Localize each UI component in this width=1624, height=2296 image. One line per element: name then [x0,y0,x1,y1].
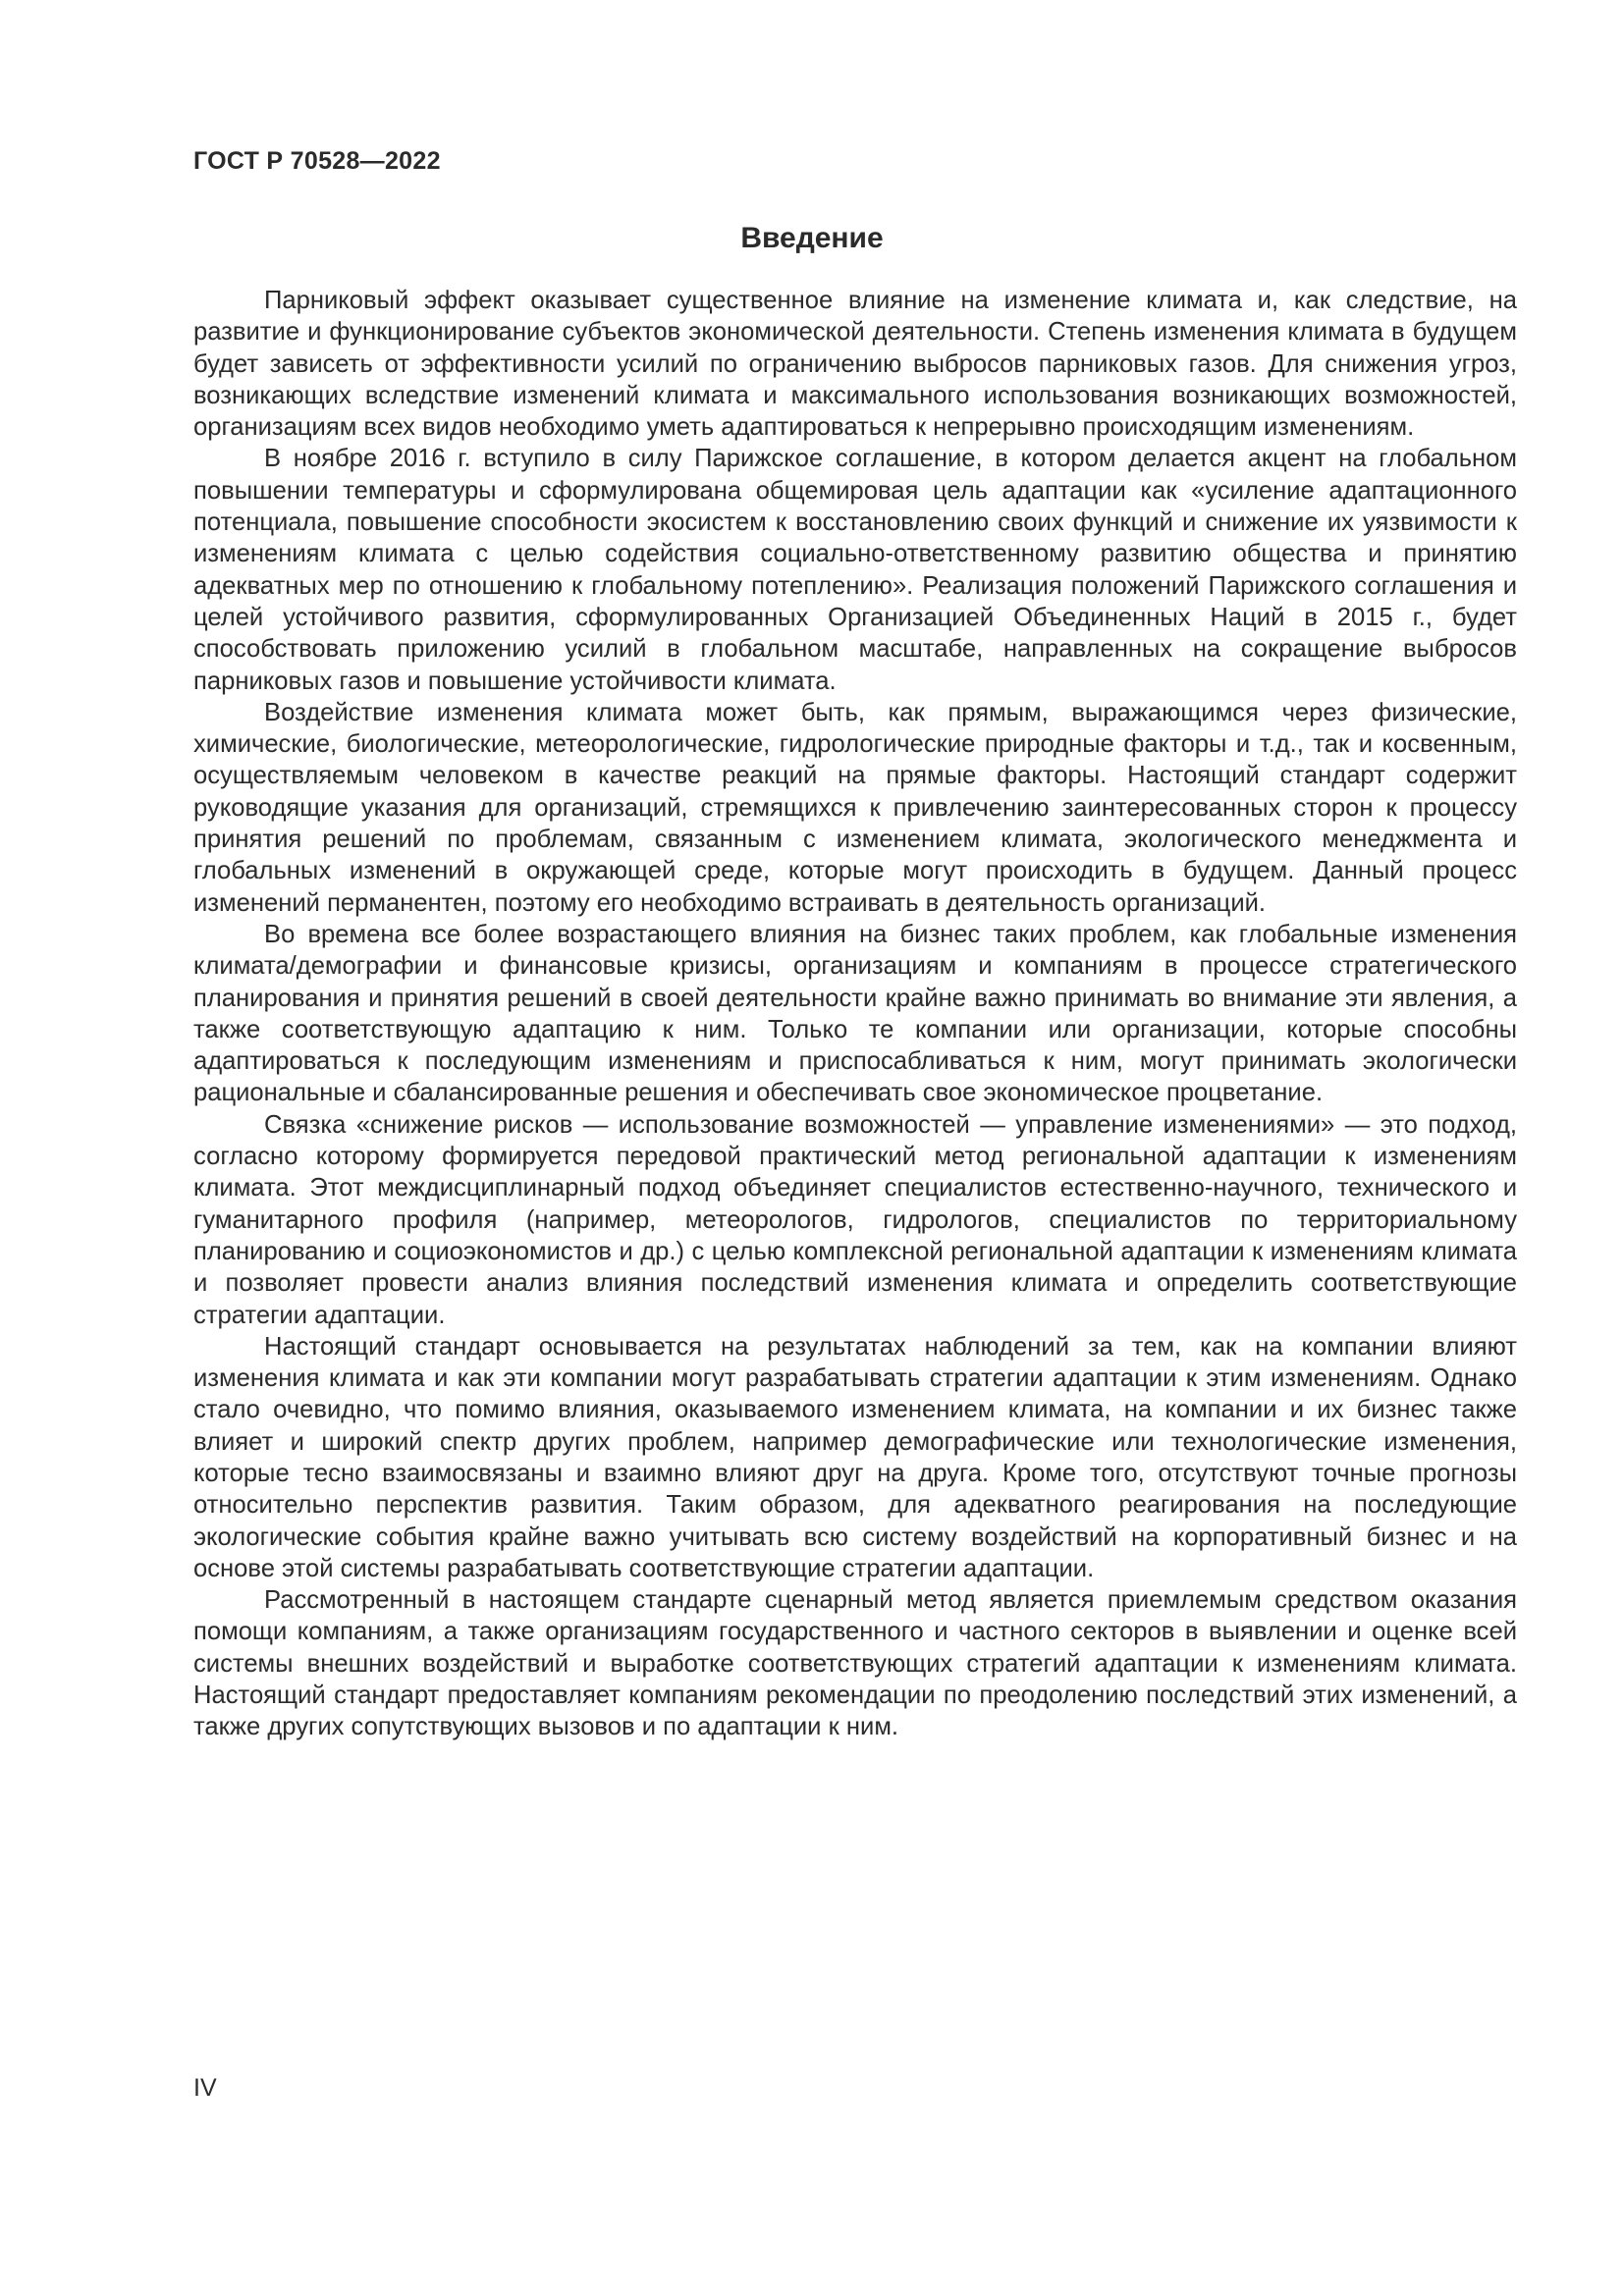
paragraph: Рассмотренный в настоящем стандарте сценарный метод является приемлемым средством оказания помощи компаниям, а также организациям государственного и частного секторов в выявлении и оценке всей системы внешних воздействий и выработке соответствующих стратегий адаптации к изменениям климата. Настоящий стандарт предоставляет компаниям рекомендации по преодолению последствий этих изменений, а также других сопутствующих вызовов и по адаптации к ним. [193,1586,1517,1741]
paragraph: Воздействие изменения климата может быть, как прямым, выражающимся через физические, химические, биологические, метеорологические, гидрологические природные факторы и т.д., так и косвенным, осуществляемым человеком в качестве реакций на прямые факторы. Настоящий стандарт содержит руководящие указания для организаций, стремящихся к привлечению заинтересованных сторон к процессу принятия решений по проблемам, связанным с изменением климата, экологического менеджмента и глобальных изменений в окружающей среде, которые могут происходить в будущем. Данный процесс изменений перманентен, поэтому его необходимо встраивать в деятельность организаций. [193,698,1517,917]
introduction-body [193,285,1517,1743]
paragraph: Настоящий стандарт основывается на результатах наблюдений за тем, как на компании влияют изменения климата и как эти компании могут разрабатывать стратегии адаптации к этим изменениям. Однако стало очевидно, что помимо влияния, оказываемого изменением климата, на компании и их бизнес также влияет и широкий спектр других проблем, например демографические или технологические изменения, которые тесно взаимосвязаны и взаимно влияют друг на друга. Кроме того, отсутствуют точные прогнозы относительно перспектив развития. Таким образом, для адекватного реагирования на последующие экологические события крайне важно учитывать всю систему воздействий на корпоративный бизнес и на основе этой системы разрабатывать соответствующие стратегии адаптации. [193,1332,1517,1582]
paragraph: Парниковый эффект оказывает существенное влияние на изменение климата и, как следствие, на развитие и функционирование субъектов экономической деятельности. Степень изменения климата в будущем будет зависеть от эффективности усилий по ограничению выбросов парниковых газов. Для снижения угроз, возникающих вследствие изменений климата и максимального использования возникающих возможностей, организациям всех видов необходимо уметь адаптироваться к непрерывно происходящим изменениям. [193,287,1517,442]
paragraph: Связка «снижение рисков — использование возможностей — управление изменениями» — это подход, согласно которому формируется передовой практический метод региональной адаптации к изменениям климата. Этот междисциплинарный подход объединяет специалистов естественно-научного, технического и гуманитарного профиля (например, метеорологов, гидрологов, специалистов по территориальному планированию и социоэкономистов и др.) с целью комплексной региональной адаптации к изменениям климата и позволяет провести анализ влияния последствий изменения климата и определить соответствующие стратегии адаптации. [193,1110,1517,1329]
document-code: ГОСТ Р 70528—2022 [193,147,441,175]
paragraph: Во времена все более возрастающего влияния на бизнес таких проблем, как глобальные изменения климата/демографии и финансовые кризисы, организациям и компаниям в процессе стратегического планирования и принятия решений в своей деятельности крайне важно принимать во внимание эти явления, а также соответствующую адаптацию к ним. Только те компании или организации, которые способны адаптироваться к последующим изменениям и приспосабливаться к ним, могут принимать экологически рациональные и сбалансированные решения и обеспечивать свое экономическое процветание. [193,920,1517,1107]
paragraph: В ноябре 2016 г. вступило в силу Парижское соглашение, в котором делается акцент на глобальном повышении температуры и сформулирована общемировая цель адаптации как «усиление адаптационного потенциала, повышение способности экосистем к восстановлению своих функций и снижение их уязвимости к изменениям климата с целью содействия социально-ответственному развитию общества и принятию адекватных мер по отношению к глобальному потеплению». Реализация положений Парижского соглашения и целей устойчивого развития, сформулированных Организацией Объединенных Наций в 2015 г., будет способствовать приложению усилий в глобальном масштабе, направленных на сокращение выбросов парниковых газов и повышение устойчивости климата. [193,445,1517,695]
section-title: Введение [740,222,884,254]
page-number: IV [193,2074,217,2102]
